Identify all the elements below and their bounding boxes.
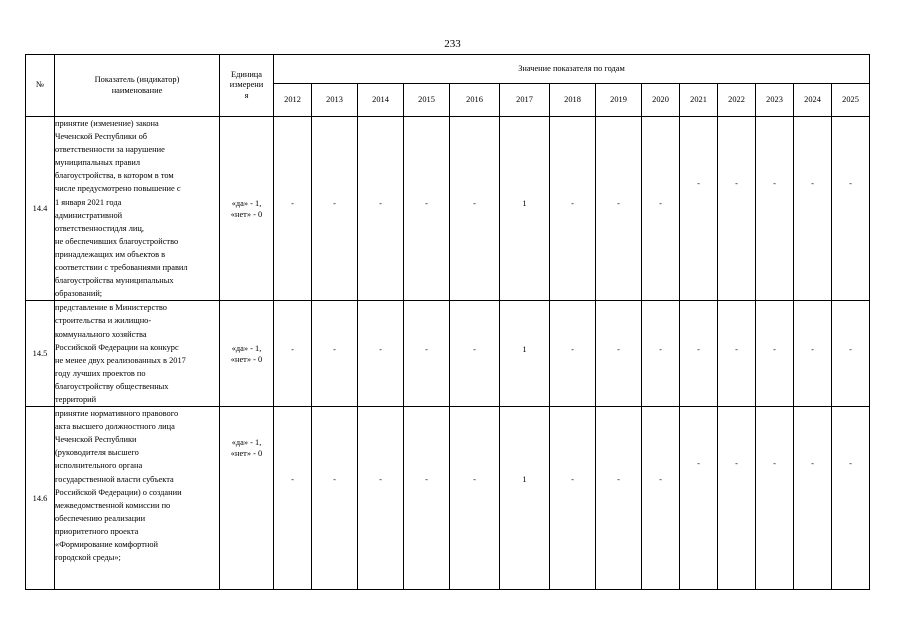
indicator-name-line: не обеспечивших благоустройство bbox=[55, 236, 179, 246]
value-cell bbox=[596, 117, 642, 301]
unit-line: «да» - 1, bbox=[231, 343, 262, 353]
indicator-name-line: благоустройства муниципальных bbox=[55, 276, 174, 286]
value-text: - bbox=[425, 475, 428, 485]
value-text: - bbox=[735, 459, 738, 469]
value-cell bbox=[718, 117, 756, 301]
year-header: 2020 bbox=[642, 84, 680, 117]
value-text: - bbox=[735, 179, 738, 188]
value-cell bbox=[642, 407, 680, 590]
value-text: - bbox=[811, 459, 814, 469]
unit-cell bbox=[220, 301, 274, 407]
value-cell bbox=[358, 117, 404, 301]
value-cell bbox=[450, 117, 500, 301]
indicator-name-line: 1 января 2021 года bbox=[55, 197, 122, 207]
value-text: - bbox=[617, 345, 620, 355]
indicator-name-line: числе предусмотрено повышение с bbox=[55, 184, 181, 194]
unit-line: «нет» - 0 bbox=[230, 449, 263, 459]
unit-cell bbox=[220, 117, 274, 301]
indicator-name-line: Российской Федерации на конкурс bbox=[55, 342, 179, 352]
value-text: - bbox=[659, 199, 662, 208]
value-cell bbox=[274, 117, 312, 301]
value-cell bbox=[274, 407, 312, 590]
indicator-name-line: принятие нормативного правового bbox=[55, 409, 179, 419]
value-text: 1 bbox=[522, 345, 527, 355]
value-cell bbox=[794, 301, 832, 407]
indicator-name-line: благоустройству общественных bbox=[55, 381, 169, 391]
indicator-name-line: государственной власти субъекта bbox=[55, 474, 174, 484]
value-text: - bbox=[811, 345, 814, 355]
value-text: - bbox=[425, 345, 428, 355]
indicator-name bbox=[55, 117, 220, 301]
unit-cell bbox=[220, 407, 274, 590]
value-cell bbox=[312, 301, 358, 407]
value-cell bbox=[500, 117, 550, 301]
indicator-name-line: ответственности за нарушение bbox=[55, 145, 165, 155]
value-cell bbox=[500, 301, 550, 407]
value-cell bbox=[794, 117, 832, 301]
indicator-name-line: «Формирование комфортной bbox=[55, 540, 159, 549]
value-text: - bbox=[473, 345, 476, 355]
value-cell bbox=[832, 117, 870, 301]
value-text: - bbox=[697, 459, 700, 469]
value-cell bbox=[500, 407, 550, 590]
value-text: - bbox=[291, 199, 294, 208]
value-text: - bbox=[659, 475, 662, 485]
value-cell bbox=[756, 301, 794, 407]
year-header: 2021 bbox=[680, 84, 718, 117]
value-cell bbox=[450, 301, 500, 407]
value-cell bbox=[550, 117, 596, 301]
value-text: - bbox=[291, 345, 294, 355]
value-cell bbox=[404, 301, 450, 407]
year-header: 2016 bbox=[450, 84, 500, 117]
value-text: - bbox=[333, 345, 336, 355]
indicator-name-line: территорий bbox=[55, 394, 97, 404]
header-unit-line3: я bbox=[244, 90, 249, 100]
year-header: 2012 bbox=[274, 84, 312, 117]
value-text: - bbox=[849, 459, 852, 469]
value-text: - bbox=[571, 199, 574, 208]
value-cell bbox=[680, 407, 718, 590]
row-number: 14.5 bbox=[26, 301, 55, 407]
header-indicator bbox=[55, 55, 220, 117]
value-text: - bbox=[379, 475, 382, 485]
indicator-name-line: благоустройства, в котором в том bbox=[55, 171, 174, 181]
year-header: 2022 bbox=[718, 84, 756, 117]
value-cell bbox=[312, 117, 358, 301]
value-text: - bbox=[473, 199, 476, 208]
header-unit bbox=[220, 55, 274, 117]
year-header: 2015 bbox=[404, 84, 450, 117]
value-text: - bbox=[617, 199, 620, 208]
row-number: 14.4 bbox=[26, 117, 55, 301]
value-text: - bbox=[697, 179, 700, 188]
indicator-name-line: городской среды»; bbox=[55, 553, 121, 563]
indicator-name-line: представление в Министерство bbox=[55, 303, 167, 313]
indicator-name-line: образований; bbox=[55, 289, 103, 299]
value-cell bbox=[312, 407, 358, 590]
year-header: 2024 bbox=[794, 84, 832, 117]
value-text: - bbox=[333, 475, 336, 485]
value-text: - bbox=[571, 475, 574, 485]
unit-line: «да» - 1, bbox=[231, 438, 262, 448]
indicators-table bbox=[25, 54, 870, 590]
value-cell bbox=[642, 117, 680, 301]
indicator-name-line: Чеченской Республики об bbox=[55, 132, 148, 142]
indicator-name-line: принятие (изменение) закона bbox=[55, 119, 159, 128]
indicator-name-line: строительства и жилищно- bbox=[55, 316, 152, 326]
value-cell bbox=[596, 301, 642, 407]
value-text: - bbox=[849, 345, 852, 355]
indicator-name-line: ответственностидля лиц, bbox=[55, 223, 144, 233]
unit-line: «нет» - 0 bbox=[230, 354, 263, 364]
value-cell bbox=[596, 407, 642, 590]
value-cell bbox=[358, 301, 404, 407]
value-cell bbox=[358, 407, 404, 590]
indicator-name bbox=[55, 407, 220, 590]
value-cell bbox=[680, 117, 718, 301]
indicator-name-line: принадлежащих им объектов в bbox=[55, 249, 166, 259]
value-cell bbox=[450, 407, 500, 590]
value-text: - bbox=[735, 345, 738, 355]
table-row bbox=[26, 407, 870, 590]
unit-line: «да» - 1, bbox=[231, 198, 262, 208]
year-header: 2013 bbox=[312, 84, 358, 117]
indicator-name-line: муниципальных правил bbox=[55, 158, 141, 168]
value-text: 1 bbox=[522, 475, 527, 485]
value-cell bbox=[794, 407, 832, 590]
value-cell bbox=[274, 301, 312, 407]
value-cell bbox=[718, 301, 756, 407]
value-text: - bbox=[773, 179, 776, 188]
header-indicator-line1: Показатель (индикатор) bbox=[94, 75, 180, 84]
value-text: - bbox=[571, 345, 574, 355]
indicator-name bbox=[55, 301, 220, 407]
year-header: 2017 bbox=[500, 84, 550, 117]
year-header: 2014 bbox=[358, 84, 404, 117]
indicator-name-line: Российской Федерации) о создании bbox=[55, 487, 182, 497]
value-cell bbox=[550, 407, 596, 590]
year-header: 2023 bbox=[756, 84, 794, 117]
indicator-name-line: межведомственной комиссии по bbox=[55, 500, 171, 510]
value-text: - bbox=[811, 179, 814, 188]
header-indicator-line2: наименование bbox=[111, 85, 163, 95]
header-num: № bbox=[26, 55, 55, 117]
value-text: - bbox=[773, 459, 776, 469]
value-cell bbox=[404, 117, 450, 301]
year-header: 2019 bbox=[596, 84, 642, 117]
indicator-name-line: исполнительного органа bbox=[55, 461, 143, 471]
value-cell bbox=[832, 407, 870, 590]
indicator-name-line: акта высшего должностного лица bbox=[55, 422, 175, 432]
value-text: - bbox=[379, 199, 382, 208]
value-cell bbox=[680, 301, 718, 407]
header-row-top bbox=[26, 55, 870, 84]
value-cell bbox=[756, 407, 794, 590]
value-text: - bbox=[659, 345, 662, 355]
value-text: - bbox=[849, 179, 852, 188]
value-text: - bbox=[379, 345, 382, 355]
value-cell bbox=[642, 301, 680, 407]
value-text: 1 bbox=[522, 199, 527, 208]
value-text: - bbox=[291, 475, 294, 485]
table-row bbox=[26, 117, 870, 301]
value-text: - bbox=[425, 199, 428, 208]
value-cell bbox=[832, 301, 870, 407]
indicator-name-line: соответствии с требованиями правил bbox=[55, 263, 188, 273]
value-text: - bbox=[697, 345, 700, 355]
value-text: - bbox=[473, 475, 476, 485]
row-number: 14.6 bbox=[26, 407, 55, 590]
year-header: 2025 bbox=[832, 84, 870, 117]
value-cell bbox=[718, 407, 756, 590]
value-cell bbox=[404, 407, 450, 590]
header-unit-line1: Единица bbox=[230, 69, 263, 79]
header-values-by-year: Значение показателя по годам bbox=[274, 55, 870, 84]
value-text: - bbox=[333, 199, 336, 208]
page-number: 233 bbox=[444, 38, 461, 50]
value-text: - bbox=[617, 475, 620, 485]
value-text: - bbox=[773, 345, 776, 355]
unit-line: «нет» - 0 bbox=[230, 209, 263, 219]
header-unit-line2: измерени bbox=[229, 80, 264, 90]
table-row bbox=[26, 301, 870, 407]
value-cell bbox=[550, 301, 596, 407]
indicator-name-line: Чеченской Республики bbox=[55, 435, 137, 445]
year-header: 2018 bbox=[550, 84, 596, 117]
value-cell bbox=[756, 117, 794, 301]
indicator-name-line: коммунального хозяйства bbox=[55, 329, 147, 339]
indicator-name-line: (руководителя высшего bbox=[55, 448, 139, 458]
indicator-name-line: административной bbox=[55, 210, 123, 220]
indicator-name-line: году лучших проектов по bbox=[55, 368, 146, 378]
indicator-name-line: обеспечению реализации bbox=[55, 513, 146, 523]
indicator-name-line: приоритетного проекта bbox=[55, 526, 139, 536]
indicator-name-line: не менее двух реализованных в 2017 bbox=[55, 355, 186, 365]
